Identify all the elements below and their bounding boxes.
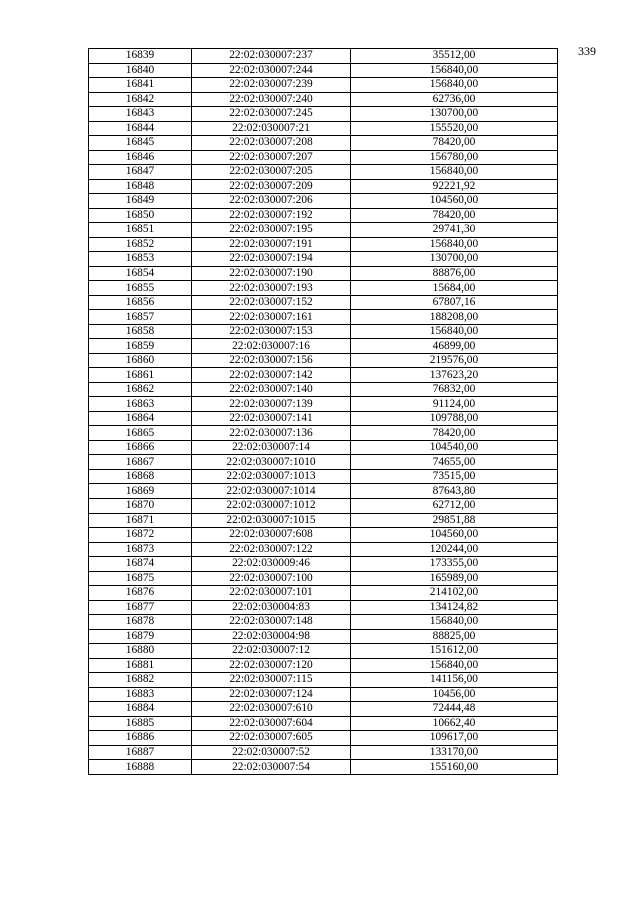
table-row (89, 731, 558, 746)
row-number-cell: 16840 (89, 63, 192, 78)
row-number-cell: 16873 (89, 542, 192, 557)
table-row (89, 382, 558, 397)
value-cell: 156840,00 (351, 63, 558, 78)
table-row (89, 295, 558, 310)
value-cell: 156840,00 (351, 324, 558, 339)
row-number-cell: 16868 (89, 469, 192, 484)
cadastral-number-cell: 22:02:030007:120 (192, 658, 351, 673)
value-cell: 156780,00 (351, 150, 558, 165)
table-row (89, 49, 558, 64)
cadastral-number-cell: 22:02:030007:136 (192, 426, 351, 441)
cadastral-number-cell: 22:02:030007:1014 (192, 484, 351, 499)
table-row (89, 324, 558, 339)
table-row (89, 252, 558, 267)
row-number-cell: 16869 (89, 484, 192, 499)
cadastral-number-cell: 22:02:030007:1013 (192, 469, 351, 484)
row-number-cell: 16871 (89, 513, 192, 528)
value-cell: 15684,00 (351, 281, 558, 296)
cadastral-number-cell: 22:02:030007:192 (192, 208, 351, 223)
table-row (89, 542, 558, 557)
table-row (89, 440, 558, 455)
table-row (89, 702, 558, 717)
value-cell: 78420,00 (351, 426, 558, 441)
row-number-cell: 16880 (89, 644, 192, 659)
row-number-cell: 16862 (89, 382, 192, 397)
value-cell: 156840,00 (351, 237, 558, 252)
table-row (89, 600, 558, 615)
cadastral-number-cell: 22:02:030007:207 (192, 150, 351, 165)
row-number-cell: 16857 (89, 310, 192, 325)
table-row (89, 353, 558, 368)
table-row (89, 484, 558, 499)
value-cell: 151612,00 (351, 644, 558, 659)
value-cell: 130700,00 (351, 107, 558, 122)
row-number-cell: 16886 (89, 731, 192, 746)
value-cell: 214102,00 (351, 586, 558, 601)
cadastral-number-cell: 22:02:030007:1010 (192, 455, 351, 470)
row-number-cell: 16855 (89, 281, 192, 296)
table-row (89, 78, 558, 93)
value-cell: 133170,00 (351, 745, 558, 760)
cadastral-number-cell: 22:02:030007:139 (192, 397, 351, 412)
row-number-cell: 16882 (89, 673, 192, 688)
cadastral-number-cell: 22:02:030007:21 (192, 121, 351, 136)
cadastral-number-cell: 22:02:030007:124 (192, 687, 351, 702)
value-cell: 67807,16 (351, 295, 558, 310)
cadastral-number-cell: 22:02:030004:98 (192, 629, 351, 644)
cadastral-number-cell: 22:02:030007:152 (192, 295, 351, 310)
row-number-cell: 16872 (89, 528, 192, 543)
cadastral-number-cell: 22:02:030007:604 (192, 716, 351, 731)
cadastral-number-cell: 22:02:030007:122 (192, 542, 351, 557)
cadastral-number-cell: 22:02:030007:142 (192, 368, 351, 383)
value-cell: 88876,00 (351, 266, 558, 281)
row-number-cell: 16859 (89, 339, 192, 354)
table-row (89, 150, 558, 165)
cadastral-number-cell: 22:02:030007:610 (192, 702, 351, 717)
value-cell: 120244,00 (351, 542, 558, 557)
row-number-cell: 16888 (89, 760, 192, 775)
table-row (89, 208, 558, 223)
cadastral-number-cell: 22:02:030007:190 (192, 266, 351, 281)
table-row (89, 557, 558, 572)
table-row (89, 397, 558, 412)
value-cell: 156840,00 (351, 165, 558, 180)
cadastral-number-cell: 22:02:030007:205 (192, 165, 351, 180)
row-number-cell: 16875 (89, 571, 192, 586)
table-row (89, 339, 558, 354)
row-number-cell: 16843 (89, 107, 192, 122)
row-number-cell: 16847 (89, 165, 192, 180)
table-row (89, 469, 558, 484)
cadastral-number-cell: 22:02:030007:237 (192, 49, 351, 64)
value-cell: 62712,00 (351, 498, 558, 513)
row-number-cell: 16887 (89, 745, 192, 760)
cadastral-number-cell: 22:02:030007:605 (192, 731, 351, 746)
table-row (89, 266, 558, 281)
value-cell: 156840,00 (351, 615, 558, 630)
table-row (89, 223, 558, 238)
table-row (89, 237, 558, 252)
row-number-cell: 16839 (89, 49, 192, 64)
table-row (89, 760, 558, 775)
value-cell: 10662,40 (351, 716, 558, 731)
table-row (89, 194, 558, 209)
cadastral-number-cell: 22:02:030007:209 (192, 179, 351, 194)
value-cell: 74655,00 (351, 455, 558, 470)
cadastral-number-cell: 22:02:030007:52 (192, 745, 351, 760)
cadastral-number-cell: 22:02:030007:156 (192, 353, 351, 368)
row-number-cell: 16866 (89, 440, 192, 455)
cadastral-number-cell: 22:02:030007:153 (192, 324, 351, 339)
table-row (89, 310, 558, 325)
value-cell: 137623,20 (351, 368, 558, 383)
registry-table-body (89, 49, 558, 775)
row-number-cell: 16853 (89, 252, 192, 267)
value-cell: 46899,00 (351, 339, 558, 354)
cadastral-number-cell: 22:02:030007:148 (192, 615, 351, 630)
cadastral-number-cell: 22:02:030007:54 (192, 760, 351, 775)
value-cell: 76832,00 (351, 382, 558, 397)
row-number-cell: 16852 (89, 237, 192, 252)
table-row (89, 644, 558, 659)
cadastral-number-cell: 22:02:030007:240 (192, 92, 351, 107)
table-row (89, 107, 558, 122)
table-row (89, 121, 558, 136)
value-cell: 73515,00 (351, 469, 558, 484)
cadastral-number-cell: 22:02:030007:100 (192, 571, 351, 586)
row-number-cell: 16856 (89, 295, 192, 310)
value-cell: 109788,00 (351, 411, 558, 426)
value-cell: 29741,30 (351, 223, 558, 238)
row-number-cell: 16854 (89, 266, 192, 281)
cadastral-number-cell: 22:02:030007:16 (192, 339, 351, 354)
table-row (89, 629, 558, 644)
table-row (89, 528, 558, 543)
value-cell: 109617,00 (351, 731, 558, 746)
value-cell: 87643,80 (351, 484, 558, 499)
cadastral-number-cell: 22:02:030007:245 (192, 107, 351, 122)
table-row (89, 455, 558, 470)
value-cell: 165989,00 (351, 571, 558, 586)
row-number-cell: 16863 (89, 397, 192, 412)
table-row (89, 281, 558, 296)
page-number: 339 (578, 44, 596, 58)
cadastral-number-cell: 22:02:030007:239 (192, 78, 351, 93)
row-number-cell: 16860 (89, 353, 192, 368)
row-number-cell: 16876 (89, 586, 192, 601)
table-row (89, 92, 558, 107)
value-cell: 72444,48 (351, 702, 558, 717)
cadastral-number-cell: 22:02:030007:1015 (192, 513, 351, 528)
cadastral-number-cell: 22:02:030007:244 (192, 63, 351, 78)
cadastral-number-cell: 22:02:030007:101 (192, 586, 351, 601)
value-cell: 219576,00 (351, 353, 558, 368)
cadastral-number-cell: 22:02:030007:12 (192, 644, 351, 659)
value-cell: 155520,00 (351, 121, 558, 136)
row-number-cell: 16867 (89, 455, 192, 470)
row-number-cell: 16878 (89, 615, 192, 630)
registry-table (88, 48, 558, 775)
value-cell: 188208,00 (351, 310, 558, 325)
row-number-cell: 16883 (89, 687, 192, 702)
value-cell: 104560,00 (351, 194, 558, 209)
cadastral-number-cell: 22:02:030007:140 (192, 382, 351, 397)
row-number-cell: 16841 (89, 78, 192, 93)
table-row (89, 716, 558, 731)
row-number-cell: 16865 (89, 426, 192, 441)
value-cell: 173355,00 (351, 557, 558, 572)
value-cell: 134124,82 (351, 600, 558, 615)
row-number-cell: 16879 (89, 629, 192, 644)
row-number-cell: 16846 (89, 150, 192, 165)
cadastral-number-cell: 22:02:030007:194 (192, 252, 351, 267)
value-cell: 88825,00 (351, 629, 558, 644)
table-row (89, 673, 558, 688)
table-row (89, 498, 558, 513)
row-number-cell: 16844 (89, 121, 192, 136)
value-cell: 78420,00 (351, 208, 558, 223)
table-row (89, 586, 558, 601)
cadastral-number-cell: 22:02:030007:195 (192, 223, 351, 238)
cadastral-number-cell: 22:02:030007:1012 (192, 498, 351, 513)
row-number-cell: 16845 (89, 136, 192, 151)
row-number-cell: 16885 (89, 716, 192, 731)
value-cell: 35512,00 (351, 49, 558, 64)
table-row (89, 165, 558, 180)
row-number-cell: 16870 (89, 498, 192, 513)
table-row (89, 658, 558, 673)
row-number-cell: 16858 (89, 324, 192, 339)
table-row (89, 179, 558, 194)
row-number-cell: 16848 (89, 179, 192, 194)
table-row (89, 571, 558, 586)
cadastral-number-cell: 22:02:030007:206 (192, 194, 351, 209)
cadastral-number-cell: 22:02:030007:14 (192, 440, 351, 455)
value-cell: 92221,92 (351, 179, 558, 194)
table-row (89, 615, 558, 630)
cadastral-number-cell: 22:02:030004:83 (192, 600, 351, 615)
row-number-cell: 16877 (89, 600, 192, 615)
value-cell: 141156,00 (351, 673, 558, 688)
value-cell: 155160,00 (351, 760, 558, 775)
cadastral-number-cell: 22:02:030009:46 (192, 557, 351, 572)
table-row (89, 687, 558, 702)
value-cell: 10456,00 (351, 687, 558, 702)
value-cell: 62736,00 (351, 92, 558, 107)
row-number-cell: 16864 (89, 411, 192, 426)
row-number-cell: 16881 (89, 658, 192, 673)
cadastral-number-cell: 22:02:030007:608 (192, 528, 351, 543)
value-cell: 91124,00 (351, 397, 558, 412)
row-number-cell: 16851 (89, 223, 192, 238)
value-cell: 156840,00 (351, 658, 558, 673)
value-cell: 104540,00 (351, 440, 558, 455)
cadastral-number-cell: 22:02:030007:191 (192, 237, 351, 252)
table-row (89, 136, 558, 151)
table-row (89, 426, 558, 441)
cadastral-number-cell: 22:02:030007:141 (192, 411, 351, 426)
value-cell: 156840,00 (351, 78, 558, 93)
row-number-cell: 16874 (89, 557, 192, 572)
cadastral-number-cell: 22:02:030007:161 (192, 310, 351, 325)
value-cell: 29851,88 (351, 513, 558, 528)
table-row (89, 745, 558, 760)
row-number-cell: 16884 (89, 702, 192, 717)
value-cell: 78420,00 (351, 136, 558, 151)
cadastral-number-cell: 22:02:030007:115 (192, 673, 351, 688)
row-number-cell: 16842 (89, 92, 192, 107)
value-cell: 130700,00 (351, 252, 558, 267)
table-row (89, 513, 558, 528)
row-number-cell: 16849 (89, 194, 192, 209)
row-number-cell: 16850 (89, 208, 192, 223)
row-number-cell: 16861 (89, 368, 192, 383)
table-row (89, 63, 558, 78)
cadastral-number-cell: 22:02:030007:193 (192, 281, 351, 296)
table-row (89, 368, 558, 383)
cadastral-number-cell: 22:02:030007:208 (192, 136, 351, 151)
value-cell: 104560,00 (351, 528, 558, 543)
table-row (89, 411, 558, 426)
